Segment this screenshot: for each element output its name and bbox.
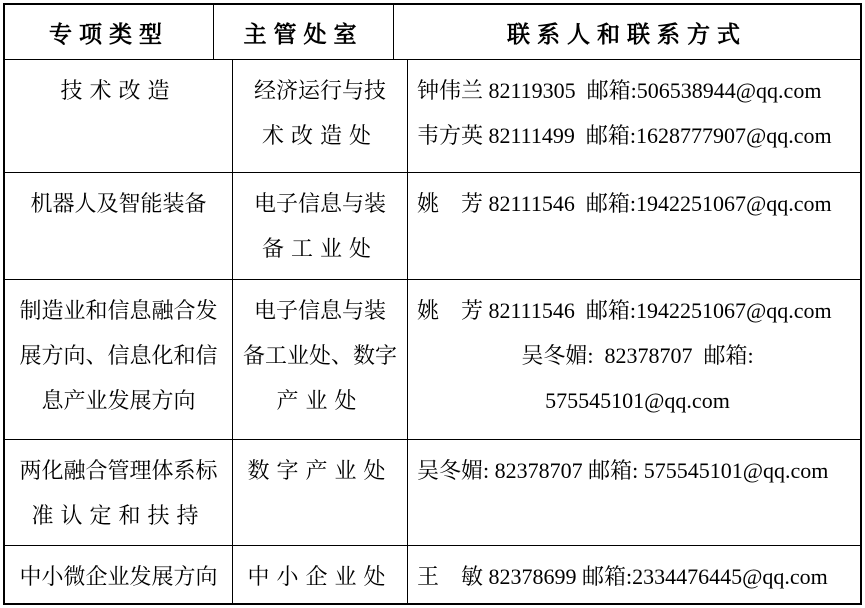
header-contact: 联系人和联系方式 xyxy=(507,21,747,47)
special-type-cell xyxy=(5,546,233,603)
cell-line: 机器人及智能装备 xyxy=(30,191,207,216)
cell-line: 吴冬媚: 82378707 邮箱: 575545101@qq.com xyxy=(417,458,829,483)
cell-line: 技术改造 xyxy=(60,78,177,103)
header-department: 主管处室 xyxy=(214,5,394,59)
table-row xyxy=(5,440,860,546)
cell-line: 术改造处 xyxy=(261,123,378,148)
header-special-type: 专项类型 xyxy=(5,5,214,59)
cell-line: 制造业和信息融合发 xyxy=(19,298,218,323)
cell-line: 电子信息与装 xyxy=(253,191,386,216)
cell-line: 吴冬媚: 82378707 邮箱: xyxy=(521,343,754,368)
cell-line: 中小微企业发展方向 xyxy=(19,564,218,589)
cell-line: 准认定和扶持 xyxy=(31,503,206,528)
contact-cell xyxy=(408,440,860,545)
department-cell xyxy=(233,280,408,439)
cell-line: 展方向、信息化和信 xyxy=(19,343,218,368)
cell-line: 备工业处 xyxy=(261,236,378,261)
table-row xyxy=(5,546,860,603)
special-type-cell xyxy=(5,173,233,279)
cell-line: 经济运行与技 xyxy=(253,78,386,103)
cell-line: 韦方英 82111499 邮箱:1628777907@qq.com xyxy=(417,123,832,148)
cell-line: 575545101@qq.com xyxy=(545,388,730,413)
cell-line: 备工业处、数字 xyxy=(242,343,397,368)
contact-cell xyxy=(408,280,860,439)
special-type-cell xyxy=(5,280,233,439)
special-type-cell xyxy=(5,60,233,172)
department-cell xyxy=(233,546,408,603)
table-row xyxy=(5,60,860,173)
cell-line: 姚 芳 82111546 邮箱:1942251067@qq.com xyxy=(417,298,832,323)
department-cell xyxy=(233,173,408,279)
cell-line: 姚 芳 82111546 邮箱:1942251067@qq.com xyxy=(417,191,832,216)
cell-line: 产业处 xyxy=(276,388,364,413)
cell-line: 钟伟兰 82119305 邮箱:506538944@qq.com xyxy=(417,78,822,103)
cell-line: 中小企业处 xyxy=(247,564,393,589)
table-row xyxy=(5,173,860,280)
contact-cell xyxy=(408,60,860,172)
cell-line: 电子信息与装 xyxy=(253,298,386,323)
department-cell xyxy=(233,440,408,545)
contact-table xyxy=(3,3,862,605)
table-row xyxy=(5,280,860,440)
department-cell xyxy=(233,60,408,172)
contact-cell xyxy=(408,173,860,279)
contact-cell xyxy=(408,546,860,603)
cell-line: 两化融合管理体系标 xyxy=(19,458,218,483)
cell-line: 息产业发展方向 xyxy=(41,388,196,413)
cell-line: 数字产业处 xyxy=(247,458,393,483)
cell-line: 王 敏 82378699 邮箱:2334476445@qq.com xyxy=(417,564,828,589)
table-header-row xyxy=(5,5,860,60)
special-type-cell xyxy=(5,440,233,545)
